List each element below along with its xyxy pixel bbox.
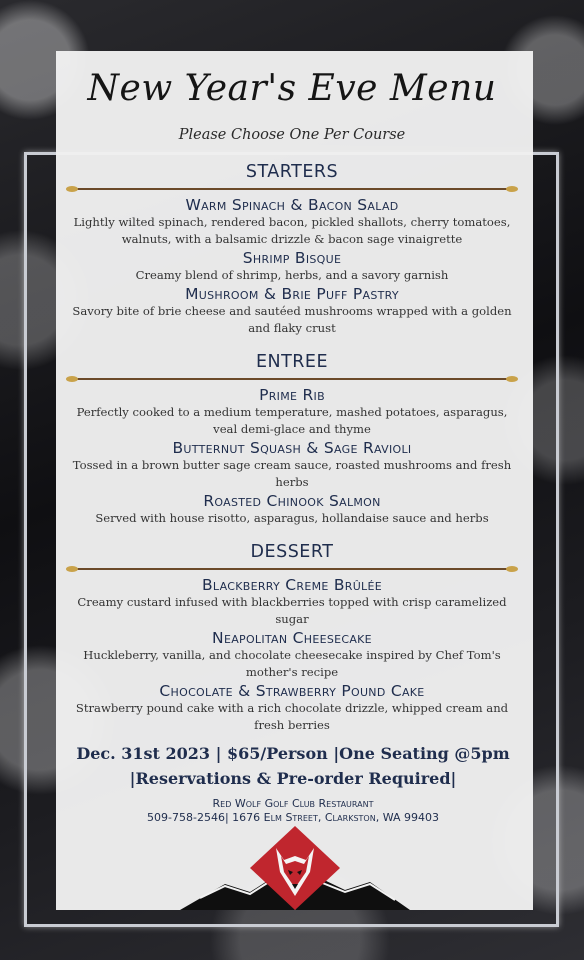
- section-entree: [66, 351, 518, 527]
- section-title: ENTREE: [255, 352, 329, 372]
- menu-subtitle: Please Choose One Per Course: [178, 127, 406, 143]
- event-date-price: Dec. 31st 2023 | $65/Person |One Seating @5pm: [76, 744, 510, 763]
- menu-item-description: Creamy blend of shrimp, herbs, and a savory garnish: [135, 268, 449, 282]
- menu-item-name: Roasted Chinook Salmon: [203, 492, 381, 510]
- menu-item-name: Chocolate & Strawberry Pound Cake: [159, 682, 425, 700]
- menu-item-description: Lightly wilted spinach, rendered bacon, pickled shallots, cherry tomatoes, walnuts, with a balsamic drizzle & bacon sage vinaigrette: [73, 215, 511, 246]
- section-divider: [66, 374, 518, 384]
- menu-item-name: Neapolitan Cheesecake: [212, 629, 372, 647]
- menu-content: [66, 161, 518, 748]
- menu-item-description: Savory bite of brie cheese and sautéed mushrooms wrapped with a golden and flaky crust: [72, 304, 512, 335]
- menu-item-name: Butternut Squash & Sage Ravioli: [172, 439, 412, 457]
- venue-name: Red Wolf Golf Club Restaurant: [212, 797, 374, 810]
- section-starters: [66, 161, 518, 337]
- section-dessert: [66, 541, 518, 734]
- section-divider: [66, 184, 518, 194]
- menu-item-name: Prime Rib: [259, 386, 325, 404]
- menu-title: New Year's Eve Menu: [87, 68, 497, 109]
- menu-item-description: Huckleberry, vanilla, and chocolate cheesecake inspired by Chef Tom's mother's recipe: [83, 648, 501, 679]
- menu-item-description: Tossed in a brown butter sage cream sauce, roasted mushrooms and fresh herbs: [72, 458, 512, 489]
- event-reservation-note: |Reservations & Pre-order Required|: [129, 769, 457, 788]
- section-divider: [66, 564, 518, 574]
- menu-item-name: Warm Spinach & Bacon Salad: [185, 196, 399, 214]
- menu-item-description: Creamy custard infused with blackberries topped with crisp caramelized sugar: [77, 595, 507, 626]
- event-details: [58, 741, 528, 791]
- venue-info: [58, 797, 528, 825]
- red-wolf-logo: [180, 826, 410, 916]
- menu-item-name: Mushroom & Brie Puff Pastry: [185, 285, 399, 303]
- menu-item-name: Shrimp Bisque: [242, 249, 342, 267]
- menu-item-description: Strawberry pound cake with a rich chocolate drizzle, whipped cream and fresh berries: [75, 701, 509, 732]
- menu-item-description: Served with house risotto, asparagus, hollandaise sauce and herbs: [95, 511, 489, 525]
- venue-contact: 509-758-2546| 1676 Elm Street, Clarkston, WA 99403: [147, 811, 439, 824]
- menu-item-description: Perfectly cooked to a medium temperature, mashed potatoes, asparagus, veal demi-glace and thyme: [76, 405, 508, 436]
- section-title: DESSERT: [250, 542, 334, 562]
- section-title: STARTERS: [245, 162, 339, 182]
- menu-item-name: Blackberry Creme Brûlée: [201, 576, 382, 594]
